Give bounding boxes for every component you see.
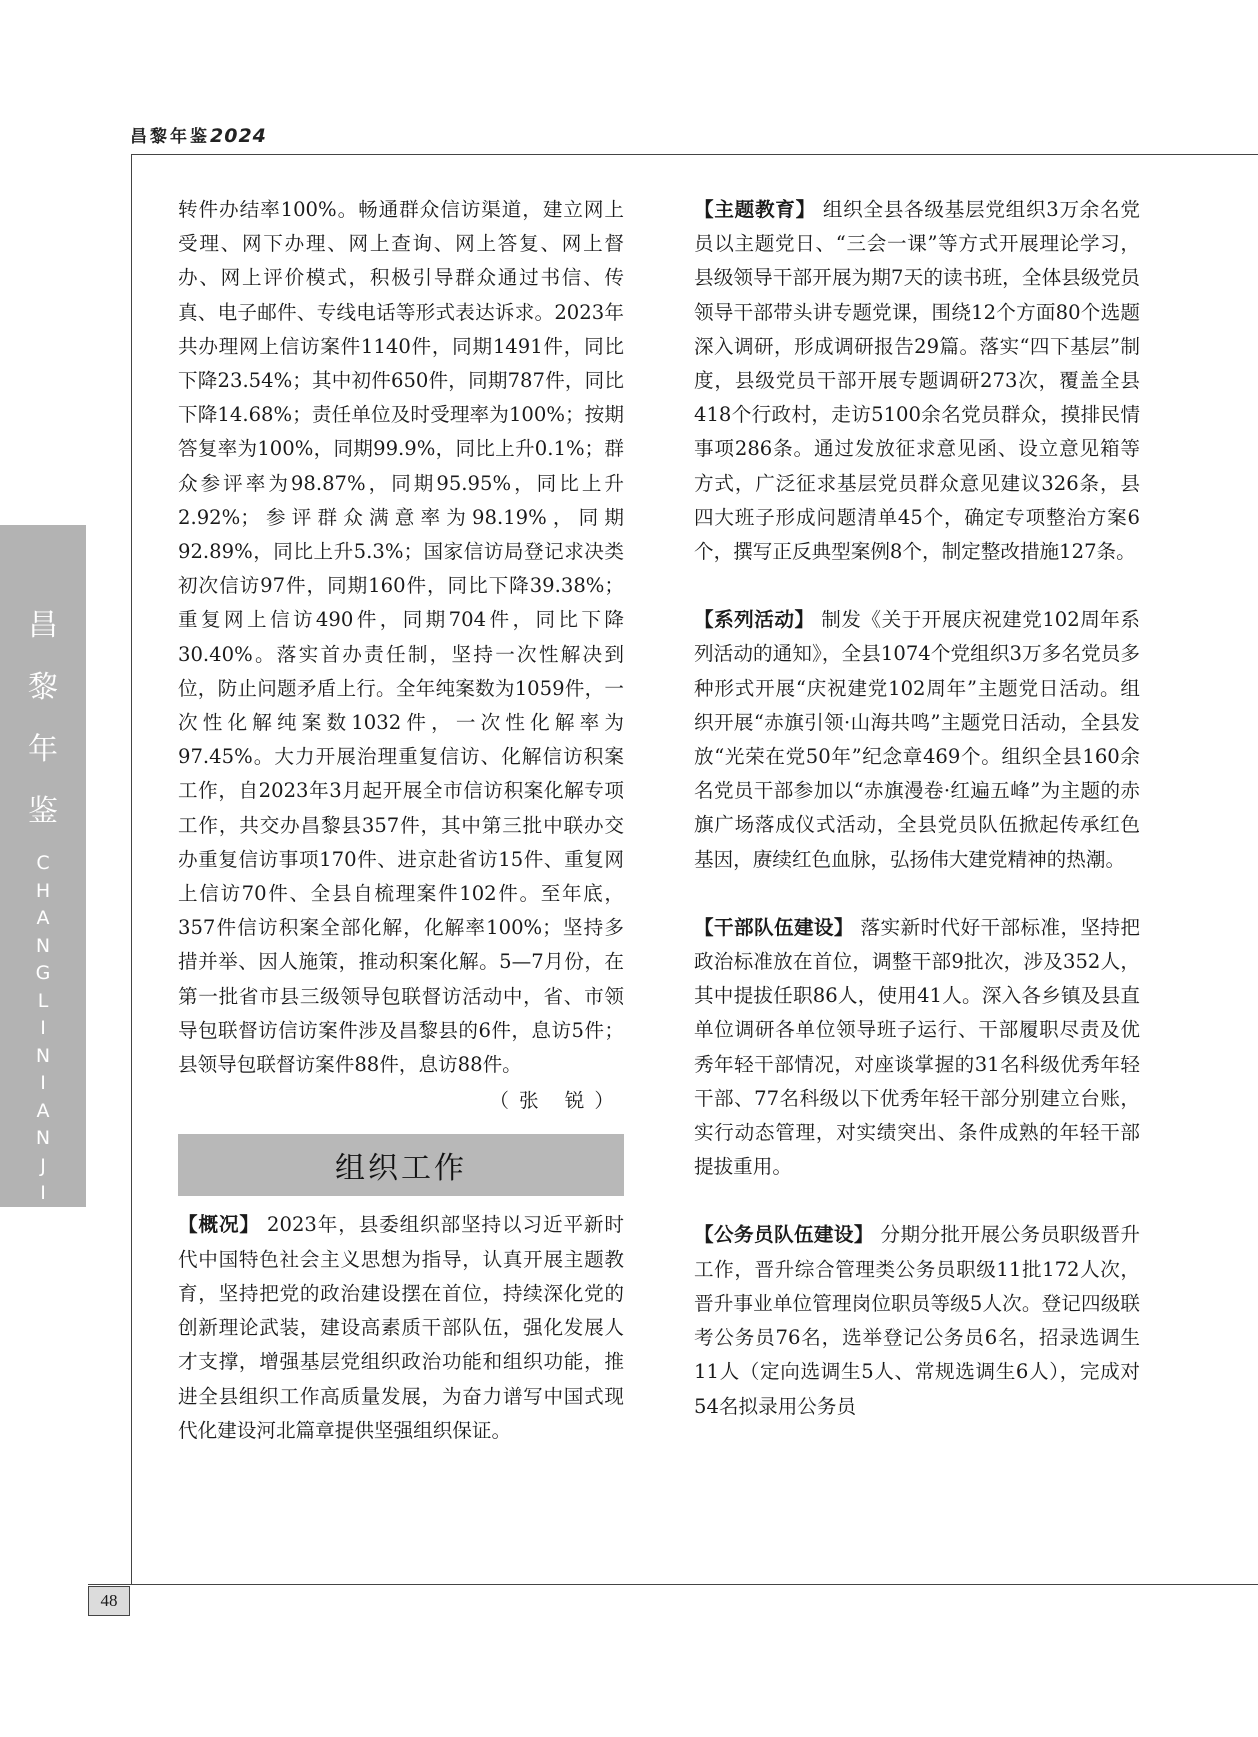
header-year: 2024 [210,125,267,147]
side-letter: J [40,1154,46,1177]
theme-education-label: 【主题教育】 [694,198,816,221]
frame-top-rule [131,154,1258,155]
section-title: 组织工作 [335,1151,467,1187]
side-letter: A [36,907,50,929]
overview-paragraph [178,1208,624,1447]
side-letter: L [37,989,49,1012]
right-column [694,193,1140,1424]
section-heading [178,1134,624,1196]
side-letter: I [40,1017,46,1039]
side-char: 鉴 [28,794,58,829]
series-activities-text: 制发《关于开展庆祝建党102周年系列活动的通知》，全县1074个党组织3万多名党员多种形式开展“庆祝建党102周年”主题党日活动。组织开展“赤旗引领·山海共鸣”主题党日活动，全县发放“光荣在党50年”纪念章469个。组织全县160余名党员干部参加以“赤旗漫卷·红遍五峰”为主题的赤旗广场落成仪式活动，全县党员队伍掀起传承红色基因，赓续红色血脉，弘扬伟大建党精神的热潮。 [694,608,1140,871]
side-char: 年 [28,732,58,767]
cadre-team-label: 【干部队伍建设】 [694,915,854,939]
side-tab-cn-title [0,595,86,843]
side-char: 黎 [28,670,58,705]
series-activities-label: 【系列活动】 [694,608,815,632]
page-number: 48 [88,1586,130,1616]
series-activities-paragraph [694,603,1140,877]
cadre-team-paragraph [694,911,1140,1185]
side-letter: N [35,1237,51,1259]
side-letter: C [36,852,50,874]
side-letter: I [40,1182,46,1204]
overview-label: 【概况】 [178,1213,260,1237]
author-credit: （张 锐） [489,1089,624,1113]
side-letter: N [35,934,51,957]
left-column [178,193,624,1448]
civil-servant-label: 【公务员队伍建设】 [694,1223,874,1247]
civil-servant-paragraph [694,1218,1140,1423]
frame-left-rule [131,154,132,1584]
theme-education-paragraph [694,193,1140,569]
cadre-team-text: 落实新时代好干部标准，坚持把政治标准放在首位，调整干部9批次，涉及352人，其中提拔任职86人，使用41人。深入各乡镇及县直单位调研各单位领导班子运行、干部履职尽责及优秀年轻干部情况，对座谈掌握的31名科级优秀年轻干部、77名科级以下优秀年轻干部分别建立台账，实行动态管理，对实绩突出、条件成熟的年轻干部提拔重用。 [694,915,1141,1179]
running-header [130,122,267,147]
civil-servant-text: 分期分批开展公务员职级晋升工作，晋升综合管理类公务员职级11批172人次，晋升事业单位管理岗位职员等级5人次。登记四级联考公务员76名，选举登记公务员6名，招录选调生11人（定向选调生5人、常规选调生6人），完成对54名拟录用公务员 [694,1223,1140,1418]
overview-text: 2023年，县委组织部坚持以习近平新时代中国特色社会主义思想为指导，认真开展主题教育，坚持把党的政治建设摆在首位，持续深化党的创新理论武装，建设高素质干部队伍，强化发展人才支撑，增强基层党组织政治功能和组织功能，推进全县组织工作高质量发展，为奋力谱写中国式现代化建设河北篇章提供坚强组织保证。 [178,1213,624,1442]
petition-paragraph: 转件办结率100%。畅通群众信访渠道，建立网上受理、网下办理、网上查询、网上答复、网上督办、网上评价模式，积极引导群众通过书信、传真、电子邮件、专线电话等形式表达诉求。2023年共办理网上信访案件1140件，同期1491件，同比下降23.54%；其中初件650件，同期787件，同比下降14.68%；责任单位及时受理率为100%；按期答复率为100%，同期99.9%，同比上升0.1%；群众参评率为98.87%，同期95.95%，同比上升2.92%；参评群众满意率为98.19%，同期92.89%，同比上升5.3%；国家信访局登记求决类初次信访97件，同期160件，同比下降39.38%；重复网上信访490件，同期704件，同比下降30.40%。落实首办责任制，坚持一次性解决到位，防止问题矛盾上行。全年纯案数为1059件，一次性化解纯案数1032件，一次性化解率为97.45%。大力开展治理重复信访、化解信访积案工作，自2023年3月起开展全市信访积案化解专项工作，共交办昌黎县357件，其中第三批中联办交办重复信访事项170件、进京赴省访15件、重复网上信访70件、全县自梳理案件102件。至年底，357件信访积案全部化解，化解率100%；坚持多措并举、因人施策，推动积案化解。5—7月份，在第一批省市县三级领导包联督访活动中，省、市领导包联督访信访案件涉及昌黎县的6件，息访5件；县领导包联督访案件88件，息访88件。 [178,198,624,1077]
side-letter: A [36,1209,50,1232]
side-char: 昌 [28,608,58,643]
header-title: 昌黎年鉴 [130,127,210,147]
side-letter: N [35,1044,51,1067]
side-letter: H [35,879,51,902]
side-tab-en-title [0,850,86,1263]
side-letter: I [40,1072,46,1094]
side-letter: G [35,962,51,984]
side-letter: A [36,1099,50,1122]
side-letter: N [35,1127,51,1149]
frame-bottom-rule [88,1584,1258,1585]
theme-education-text: 组织全县各级基层党组织3万余名党员以主题党日、“三会一课”等方式开展理论学习，县级领导干部开展为期7天的读书班，全体县级党员领导干部带头讲专题党课，围绕12个方面80个选题深入调研，形成调研报告29篇。落实“四下基层”制度，县级党员干部开展专题调研273次，覆盖全县418个行政村，走访5100余名党员群众，摸排民情事项286条。通过发放征求意见函、设立意见箱等方式，广泛征求基层党员群众意见建议326条，县四大班子形成问题清单45个，确定专项整治方案6个，撰写正反典型案例8个，制定整改措施127条。 [694,198,1141,564]
